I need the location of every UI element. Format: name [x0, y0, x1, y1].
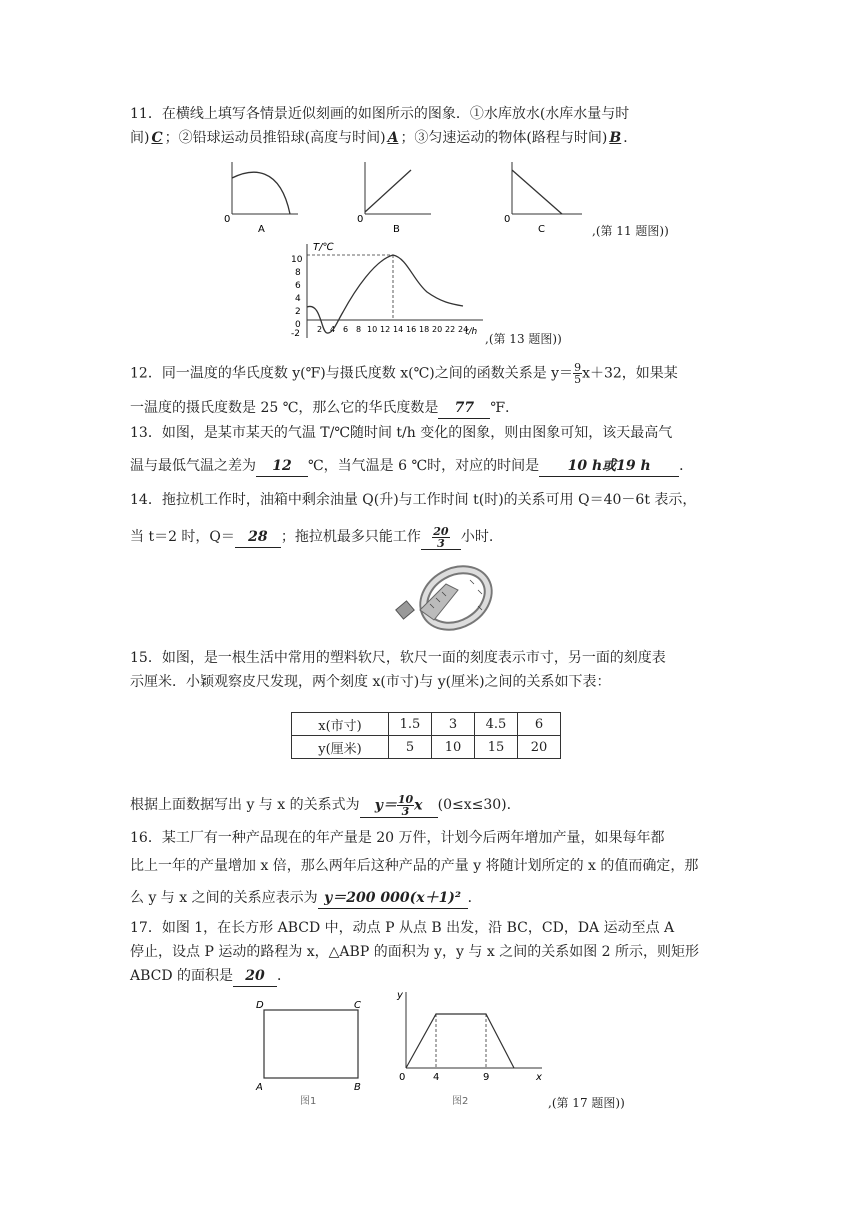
q11-line1: 11．在横线上填写各情景近似刻画的如图所示的图象．①水库放水(水库水量与时 [130, 106, 630, 122]
q13-answer-1: 12 [272, 458, 292, 474]
q13-ytick: 6 [295, 281, 301, 291]
q14-answer-1: 28 [248, 529, 268, 545]
q13-caption: ,(第 13 题图)) [485, 332, 562, 346]
table-cell: 1.5 [389, 713, 432, 736]
q13-xtick: 10 [367, 325, 378, 334]
vertex-a-label: A [256, 1082, 263, 1093]
table-row [292, 713, 561, 736]
vertex-c-label: C [354, 1000, 361, 1011]
q13-xtick: 24 [458, 325, 469, 334]
vertex-d-label: D [256, 1000, 264, 1011]
q11-answer-2: A [387, 130, 399, 146]
q13-xtick: 16 [406, 325, 417, 334]
q13-ytick: 10 [291, 255, 303, 265]
tape-measure-image [390, 560, 502, 636]
q13-ytick: 0 [295, 320, 301, 330]
q11-c-label: C [538, 224, 545, 235]
q13-xtick: 4 [330, 325, 336, 334]
table-cell: 15 [475, 736, 518, 759]
q14-line2: 当 t＝2 时，Q＝ 28 ；拖拉机最多只能工作 $\frac{20}{3}$ 小时. [130, 524, 494, 550]
q13-answer-2: 10 h或19 h [567, 458, 651, 474]
q13-xtick: 8 [356, 325, 362, 334]
fig2-origin: 0 [399, 1072, 406, 1083]
q11-answer-1: C [151, 130, 163, 146]
table-cell: 4.5 [475, 713, 518, 736]
q14-answer-2: $\frac{20}{3}$ [433, 524, 449, 550]
q15-line3: 根据上面数据写出 y 与 x 的关系式为 y＝ $\frac{10}{3}$ x (0≤x≤30). [130, 792, 512, 818]
q13-xtick: 14 [393, 325, 404, 334]
q11-graph-b [355, 158, 435, 236]
fig2-y-axis-label: y [397, 990, 403, 1001]
q11-answer-3: B [609, 130, 622, 146]
q12-answer: 77 [454, 400, 475, 416]
table-cell: 6 [518, 713, 561, 736]
q11-b-origin: 0 [357, 214, 364, 225]
q13-ytick: 8 [295, 268, 301, 278]
q13-line2: 温与最低气温之差为 12 ℃，当气温是 6 ℃时，对应的时间是 10 h或19 h ． [130, 456, 740, 477]
q13-ytick: 4 [295, 294, 301, 304]
q17-caption: ,(第 17 题图)) [548, 1096, 625, 1110]
table-cell: 3 [432, 713, 475, 736]
q13-graph [285, 240, 495, 342]
q13-xtick: 2 [317, 325, 323, 334]
q12-line1: 12．同一温度的华氏度数 y(℉)与摄氏度数 x(℃)之间的函数关系是 y＝ $\frac{9}{5}$ x＋32，如果某 [130, 361, 678, 386]
fig2-tick-4: 4 [433, 1072, 440, 1083]
q17-line2: 停止，设点 P 运动的路程为 x，△ABP 的面积为 y，y 与 x 之间的关系如图 2 所示，则矩形 [130, 944, 700, 960]
q12-fraction: $\frac{9}{5}$ [574, 361, 582, 386]
q11-c-origin: 0 [504, 214, 511, 225]
q13-line1: 13．如图，是某市某天的气温 T/℃随时间 t/h 变化的图象，则由图象可知，该天最高气 [130, 425, 673, 441]
table-row [292, 736, 561, 759]
q17-line3: ABCD 的面积是 20 ． [130, 966, 740, 987]
q11-a-label: A [258, 224, 265, 235]
q13-xtick: 20 [432, 325, 443, 334]
q15-line2: 示厘米．小颖观察皮尺发现，两个刻度 x(市寸)与 y(厘米)之间的关系如下表： [130, 674, 611, 690]
q17-answer: 20 [245, 968, 265, 984]
q13-xtick: 18 [419, 325, 430, 334]
vertex-b-label: B [354, 1082, 361, 1093]
q16-line2: 比上一年的产量增加 x 倍，那么两年后这种产品的产量 y 将随计划所定的 x 的值而确定，那 [130, 858, 699, 874]
q16-answer: y＝200 000(x＋1)² [324, 890, 462, 906]
q11-line2: 间) C ；②铅球运动员推铅球(高度与时间) A ；③匀速运动的物体(路程与时间) B ． [130, 130, 638, 146]
q13-xtick: 12 [380, 325, 391, 334]
fig2-tick-9: 9 [483, 1072, 490, 1083]
q17-figure-2 [392, 986, 546, 1108]
q17-figure-1 [252, 996, 372, 1108]
q11-caption: ,(第 11 题图)) [592, 224, 669, 238]
q13-xtick: 6 [343, 325, 349, 334]
q16-line1: 16．某工厂有一种产品现在的年产量是 20 万件，计划今后两年增加产量，如果每年都 [130, 830, 665, 846]
q15-answer: y＝ $\frac{10}{3}$ x [360, 794, 438, 818]
q11-graph-c [502, 158, 588, 236]
q16-line3: 么 y 与 x 之间的关系应表示为 y＝200 000(x＋1)² ． [130, 888, 740, 909]
q13-ytick: 2 [295, 307, 301, 317]
table-cell: 5 [389, 736, 432, 759]
figure-2-label: 图2 [452, 1096, 469, 1107]
q17-line1: 17．如图 1，在长方形 ABCD 中，动点 P 从点 B 出发，沿 BC，CD，DA 运动至点 A [130, 920, 675, 936]
q13-ytick: -2 [291, 329, 300, 339]
q13-xlabel: t/h [465, 327, 478, 337]
q11-graph-a [222, 158, 302, 236]
q14-line1: 14．拖拉机工作时，油箱中剩余油量 Q(升)与工作时间 t(时)的关系可用 Q＝40－6t 表示， [130, 492, 697, 508]
q13-xtick: 22 [445, 325, 456, 334]
fig2-x-axis-label: x [536, 1072, 542, 1083]
q13-ylabel: T/℃ [313, 242, 334, 253]
q15-table [291, 712, 561, 759]
q11-a-origin: 0 [224, 214, 231, 225]
q15-line1: 15．如图，是一根生活中常用的塑料软尺，软尺一面的刻度表示市寸，另一面的刻度表 [130, 650, 666, 666]
figure-1-label: 图1 [300, 1096, 317, 1107]
table-cell: 20 [518, 736, 561, 759]
table-cell: x(市寸) [292, 713, 389, 736]
table-cell: 10 [432, 736, 475, 759]
q12-line2: 一温度的摄氏度数是 25 ℃，那么它的华氏度数是 77 ℉. [130, 398, 740, 419]
table-cell: y(厘米) [292, 736, 389, 759]
q11-b-label: B [393, 224, 400, 235]
